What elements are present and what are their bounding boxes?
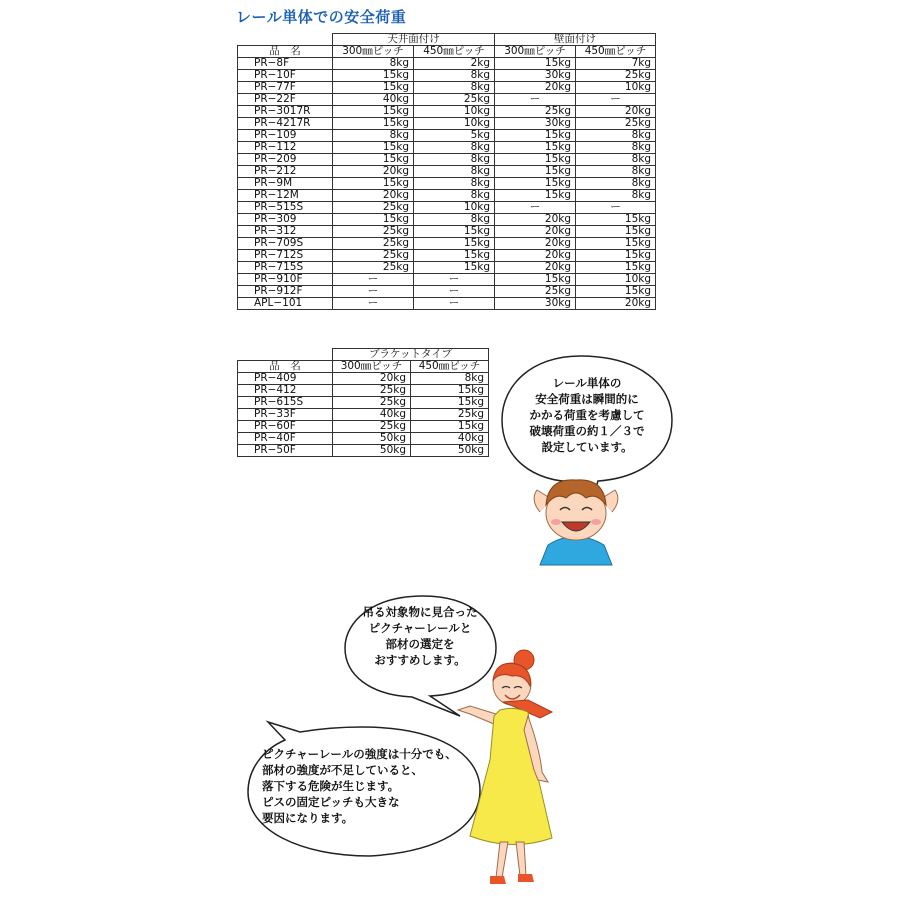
product-name-cell: PR−615S — [238, 397, 333, 409]
product-name-cell: PR−77F — [238, 82, 333, 94]
group-header-bracket: ブラケットタイプ — [333, 349, 489, 361]
load-value-cell: 15kg — [495, 142, 576, 154]
load-value-cell: 20kg — [495, 214, 576, 226]
load-value-cell: ー — [414, 298, 495, 310]
load-value-cell: 20kg — [495, 250, 576, 262]
load-value-cell: 8kg — [576, 190, 656, 202]
product-name-cell: PR−709S — [238, 238, 333, 250]
load-value-cell: ー — [576, 94, 656, 106]
load-value-cell: 15kg — [333, 82, 414, 94]
load-value-cell: 8kg — [333, 130, 414, 142]
load-value-cell: 8kg — [414, 166, 495, 178]
load-value-cell: ー — [333, 286, 414, 298]
bubble-line: 落下する危険が生じます。 — [262, 779, 400, 793]
load-value-cell: ー — [414, 274, 495, 286]
load-value-cell: 25kg — [333, 385, 411, 397]
load-value-cell: 15kg — [495, 166, 576, 178]
load-value-cell: 15kg — [495, 274, 576, 286]
load-value-cell: 25kg — [414, 94, 495, 106]
load-value-cell: 15kg — [411, 421, 489, 433]
bubble-line: 設定しています。 — [541, 440, 633, 454]
product-name-cell: PR−112 — [238, 142, 333, 154]
load-value-cell: 8kg — [414, 70, 495, 82]
load-value-cell: 15kg — [333, 118, 414, 130]
load-value-cell: 20kg — [576, 298, 656, 310]
col-header-300: 300㎜ピッチ — [333, 361, 411, 373]
product-name-cell: PR−409 — [238, 373, 333, 385]
load-value-cell: ー — [495, 94, 576, 106]
load-value-cell: 10kg — [414, 118, 495, 130]
product-name-cell: PR−40F — [238, 433, 333, 445]
boy-illustration — [534, 480, 618, 565]
load-value-cell: 25kg — [333, 250, 414, 262]
load-value-cell: 8kg — [333, 58, 414, 70]
product-name-cell: PR−60F — [238, 421, 333, 433]
load-value-cell: 5kg — [414, 130, 495, 142]
load-value-cell: 20kg — [495, 262, 576, 274]
bubble-line: 破壊荷重の約１／３で — [529, 424, 645, 438]
col-header-name: 品 名 — [238, 361, 333, 373]
load-value-cell: 50kg — [333, 445, 411, 457]
bubble-line: レール単体の — [552, 376, 622, 390]
product-name-cell: PR−910F — [238, 274, 333, 286]
product-name-cell: PR−12M — [238, 190, 333, 202]
load-value-cell: 15kg — [333, 154, 414, 166]
load-value-cell: 7kg — [576, 58, 656, 70]
load-value-cell: 15kg — [414, 226, 495, 238]
load-value-cell: 15kg — [414, 250, 495, 262]
load-value-cell: 40kg — [333, 94, 414, 106]
product-name-cell: PR−33F — [238, 409, 333, 421]
product-name-cell: PR−912F — [238, 286, 333, 298]
load-value-cell: 8kg — [576, 142, 656, 154]
load-value-cell: 8kg — [414, 154, 495, 166]
load-value-cell: 25kg — [495, 106, 576, 118]
load-value-cell: 20kg — [333, 166, 414, 178]
load-value-cell: 25kg — [333, 238, 414, 250]
load-value-cell: 20kg — [495, 238, 576, 250]
bubble-line: かかる荷重を考慮して — [529, 408, 645, 422]
load-value-cell: 8kg — [576, 130, 656, 142]
load-value-cell: 25kg — [333, 202, 414, 214]
load-value-cell: ー — [495, 202, 576, 214]
load-value-cell: 25kg — [333, 226, 414, 238]
load-value-cell: ー — [576, 202, 656, 214]
load-value-cell: 15kg — [576, 214, 656, 226]
load-value-cell: 20kg — [576, 106, 656, 118]
product-name-cell: PR−4217R — [238, 118, 333, 130]
col-header-wall-450: 450㎜ピッチ — [576, 46, 656, 58]
bubble-line: 要因になります。 — [262, 811, 354, 825]
product-name-cell: PR−3017R — [238, 106, 333, 118]
product-name-cell: PR−109 — [238, 130, 333, 142]
load-value-cell: 30kg — [495, 298, 576, 310]
page-title: レール単体での安全荷重 — [236, 8, 407, 26]
load-value-cell: 15kg — [411, 397, 489, 409]
load-value-cell: 8kg — [414, 142, 495, 154]
load-value-cell: 8kg — [411, 373, 489, 385]
load-value-cell: 40kg — [411, 433, 489, 445]
bubble-line: ピクチャーレールの強度は十分でも、 — [262, 747, 457, 761]
load-value-cell: 25kg — [411, 409, 489, 421]
bubble-line: おすすめします。 — [374, 653, 466, 667]
load-value-cell: 15kg — [414, 238, 495, 250]
load-value-cell: 25kg — [495, 286, 576, 298]
load-value-cell: 15kg — [576, 250, 656, 262]
load-value-cell: 15kg — [495, 154, 576, 166]
load-value-cell: 25kg — [576, 118, 656, 130]
bubble-line: 吊る対象物に見合った — [362, 605, 478, 619]
product-name-cell: PR−8F — [238, 58, 333, 70]
load-value-cell: 20kg — [495, 226, 576, 238]
col-header-450: 450㎜ピッチ — [411, 361, 489, 373]
load-value-cell: 8kg — [414, 178, 495, 190]
product-name-cell: PR−412 — [238, 385, 333, 397]
load-value-cell: 8kg — [414, 82, 495, 94]
load-value-cell: 8kg — [414, 214, 495, 226]
product-name-cell: APL−101 — [238, 298, 333, 310]
col-header-ceiling-300: 300㎜ピッチ — [333, 46, 414, 58]
bubble-line: 部材の選定を — [385, 637, 455, 651]
bubble-boy-text — [507, 375, 667, 455]
group-header-wall: 壁面付け — [495, 34, 656, 46]
bubble-line: 安全荷重は瞬間的に — [535, 392, 639, 406]
load-value-cell: 15kg — [333, 106, 414, 118]
col-header-name: 品 名 — [238, 46, 333, 58]
load-value-cell: 15kg — [333, 142, 414, 154]
load-value-cell: 30kg — [495, 70, 576, 82]
load-value-cell: 25kg — [576, 70, 656, 82]
load-value-cell: ー — [333, 298, 414, 310]
load-value-cell: 50kg — [333, 433, 411, 445]
load-value-cell: 15kg — [495, 190, 576, 202]
load-value-cell: 8kg — [414, 190, 495, 202]
load-value-cell: 10kg — [576, 274, 656, 286]
load-value-cell: 10kg — [576, 82, 656, 94]
product-name-cell: PR−309 — [238, 214, 333, 226]
load-value-cell: 15kg — [414, 262, 495, 274]
load-value-cell: 10kg — [414, 106, 495, 118]
load-value-cell: 15kg — [495, 58, 576, 70]
load-value-cell: ー — [414, 286, 495, 298]
load-value-cell: 8kg — [576, 154, 656, 166]
load-value-cell: 40kg — [333, 409, 411, 421]
bubble-woman-bottom-text — [262, 746, 472, 826]
product-name-cell: PR−312 — [238, 226, 333, 238]
bubble-line: ピクチャーレールと — [368, 621, 472, 635]
load-value-cell: 8kg — [576, 166, 656, 178]
load-value-cell: 2kg — [414, 58, 495, 70]
col-header-wall-300: 300㎜ピッチ — [495, 46, 576, 58]
load-value-cell: 25kg — [333, 421, 411, 433]
load-value-cell: 20kg — [333, 190, 414, 202]
load-value-cell: 25kg — [333, 262, 414, 274]
bubble-line: 部材の強度が不足していると、 — [262, 763, 423, 777]
bubble-woman-top-text — [350, 604, 490, 668]
product-name-cell: PR−10F — [238, 70, 333, 82]
load-value-cell: 20kg — [333, 373, 411, 385]
load-value-cell: 50kg — [411, 445, 489, 457]
load-value-cell: 15kg — [576, 286, 656, 298]
product-name-cell: PR−712S — [238, 250, 333, 262]
bubble-line: ピスの固定ピッチも大きな — [262, 795, 400, 809]
product-name-cell: PR−515S — [238, 202, 333, 214]
product-name-cell: PR−209 — [238, 154, 333, 166]
product-name-cell: PR−212 — [238, 166, 333, 178]
load-value-cell: 8kg — [576, 178, 656, 190]
load-value-cell: 25kg — [333, 397, 411, 409]
load-value-cell: 15kg — [333, 214, 414, 226]
load-value-cell: 20kg — [495, 82, 576, 94]
load-value-cell: 15kg — [411, 385, 489, 397]
load-value-cell: 10kg — [414, 202, 495, 214]
load-value-cell: 15kg — [576, 262, 656, 274]
product-name-cell: PR−9M — [238, 178, 333, 190]
load-value-cell: 15kg — [333, 70, 414, 82]
load-value-cell: 15kg — [576, 238, 656, 250]
product-name-cell: PR−50F — [238, 445, 333, 457]
load-value-cell: 15kg — [495, 130, 576, 142]
product-name-cell: PR−715S — [238, 262, 333, 274]
load-value-cell: ー — [333, 274, 414, 286]
load-value-cell: 30kg — [495, 118, 576, 130]
product-name-cell: PR−22F — [238, 94, 333, 106]
load-value-cell: 15kg — [495, 178, 576, 190]
load-value-cell: 15kg — [333, 178, 414, 190]
col-header-ceiling-450: 450㎜ピッチ — [414, 46, 495, 58]
load-value-cell: 15kg — [576, 226, 656, 238]
group-header-ceiling: 天井面付け — [333, 34, 495, 46]
